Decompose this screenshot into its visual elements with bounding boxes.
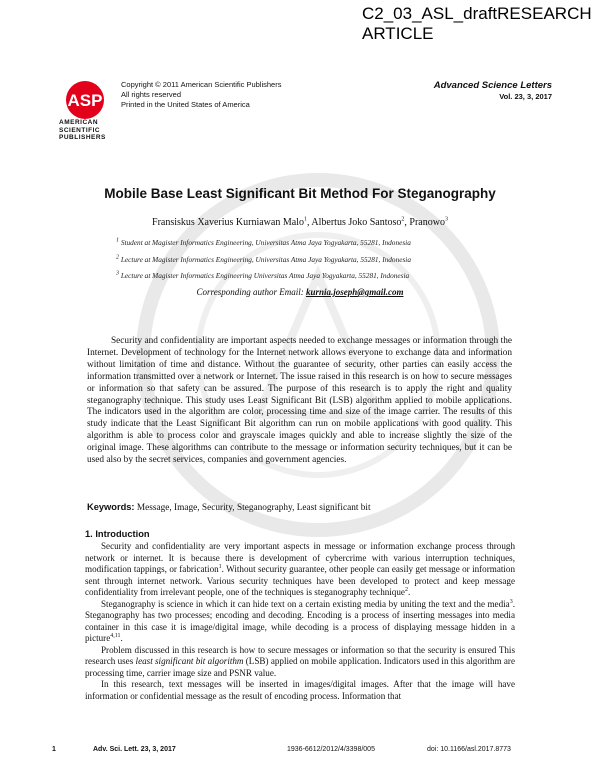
author: Pranowo (409, 217, 445, 228)
author: Fransiskus Xaverius Kurniawan Malo (152, 217, 304, 228)
keywords: Keywords: Message, Image, Security, Steganography, Least significant bit (87, 502, 371, 513)
svg-text:ASP: ASP (67, 91, 103, 110)
author: Albertus Joko Santoso (311, 217, 402, 228)
copyright-notice: Copyright © 2011 American Scientific Publishers All rights reserved Printed in the United States of America (121, 80, 282, 109)
journal-name: Advanced Science Letters (433, 80, 552, 91)
section-heading-introduction: 1. Introduction (85, 529, 150, 539)
journal-volume: Vol. 23, 3, 2017 (499, 92, 552, 101)
publisher-name: AMERICAN SCIENTIFIC PUBLISHERS (59, 119, 106, 141)
paragraph: Security and confidentiality are very important aspects in message or information exchange process through network or internet. It is because there is development of cybercrime with various interruption techniques, modification tappings, or fabrication$^1$. Without security guarantee, other people can easily get message or information sent through internet network. Various security techniques have been developed to protect and keep message confidentiality from irrelevant people, one of the techniques is steganography technique$^2$. (85, 541, 515, 597)
corresponding-author: Corresponding author Email: kurnia.joseph@gmail.com (196, 287, 404, 297)
journal-info (434, 80, 552, 102)
asp-logo (56, 80, 114, 120)
paragraph: Problem discussed in this research is how to secure messages or information so that the security is ensured This research uses least significant bit algorithm (LSB) applied on mobile application. Indicators used in this algorithm are processing time, carrier image size and PSNR value. (85, 644, 515, 678)
author-list: Fransiskus Xaverius Kurniawan Malo$^1$, Albertus Joko Santoso$^2$, Pranowo$^3$ (152, 216, 448, 228)
paper-title: Mobile Base Least Significant Bit Method For Steganography (104, 186, 496, 201)
affiliation: $^3$ Lecture at Magister Informatics Engineering Universitas Atma Jaya Yogyakarta, 55281, Indonesia (116, 270, 410, 280)
footer-doi: doi: 10.1166/asl.2017.8773 (427, 746, 511, 753)
affiliation: $^2$ Lecture at Magister Informatics Engineering, Universitas Atma Jaya Yogyakarta, 55281, Indonesia (116, 254, 411, 264)
abstract: Security and confidentiality are important aspects needed to exchange messages or information through the Internet. Development of technology for the Internet network allows everyone to exchange data and information without limitation of time and distance. Without the guarantee of security, other parties can easily access the information transmitted over a network or Internet. The issue raised in this research is on how to secure messages or information so that safety can be assured. The purpose of this research is to apply the right and quality steganography technique. This study uses Least Significant Bit (LSB) algorithm applied to mobile applications. The indicators used in the algorithm are color, processing time and size of the image carrier. The results of this study indicate that the Least Significant Bit algorithm can run on mobile applications with good quality. This algorithm is able to process color and grayscale images quickly and able to increase slightly the size of the original image. These algorithms can contribute to the message or information security techniques, but it can be used also by the secret services, companies and government agencies. (87, 336, 512, 466)
page-footer (0, 746, 600, 760)
author-email-link[interactable]: kurnia.joseph@gmail.com (305, 287, 404, 297)
footer-citation: Adv. Sci. Lett. 23, 3, 2017 (93, 746, 176, 753)
affiliation: $^1$ Student at Magister Informatics Engineering, Universitas Atma Jaya Yogyakarta, 55281, Indonesia (116, 237, 411, 247)
document-id-header: C2_03_ASL_draftRESEARCH ARTICLE (362, 4, 592, 43)
footer-issn: 1936-6612/2012/4/3398/005 (287, 746, 375, 753)
introduction-body (85, 541, 515, 702)
paragraph: In this research, text messages will be inserted in images/digital images. After that the image will have information or confidential message as the result of encoding process. Information that (85, 679, 515, 701)
paragraph: Steganography is science in which it can hide text on a certain existing media by uniting the text and the media$^3$. Steganography has two processes; encoding and decoding. Encoding is a process of inserting messages into media container in this case it is image/digital image, while decoding is a process of displaying message hidden in a picture$^{4,11}$. (85, 598, 515, 643)
page-number: 1 (52, 746, 56, 753)
